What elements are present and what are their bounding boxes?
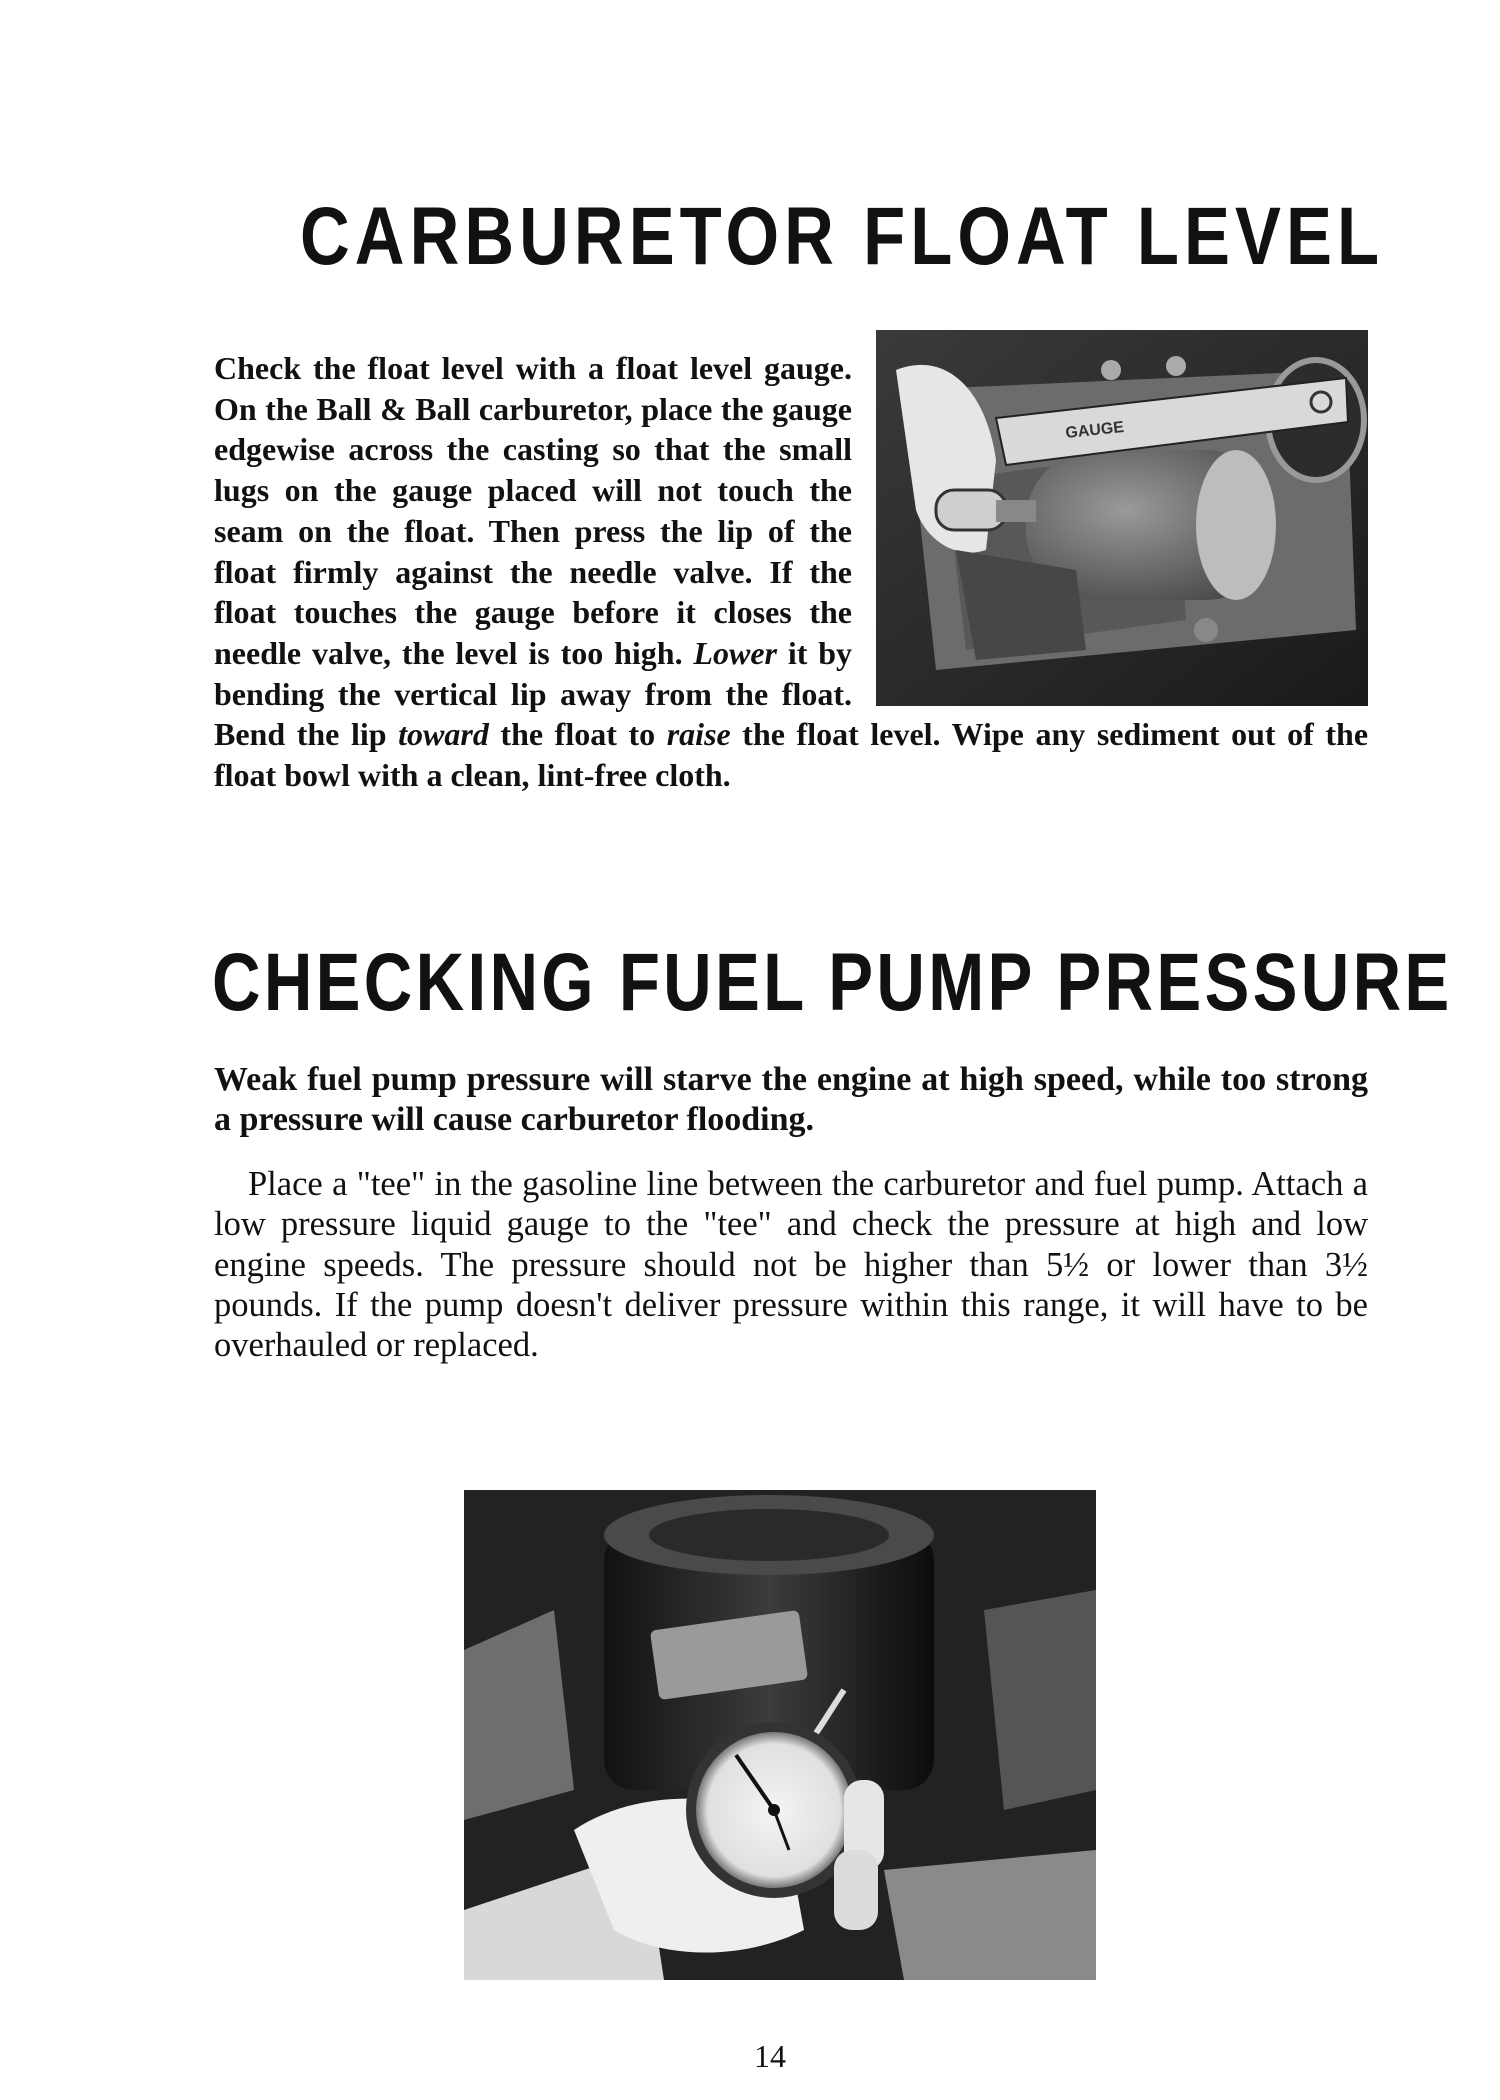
float-level-paragraph: GAUGE Check the float level with a float level gauge. On the Ball & Ball carburetor, place the gauge edgewise across the casting so that the small lugs on the gauge placed will not touch the seam on the float. Then press the lip of the float firmly against the needle valve. If the float touches the gauge before it closes the needle valve, the level is too high. Lower it by bending the vertical lip away from the float. Bend the lip toward the float to raise the float level. Wipe any sediment out of the float bowl with a clean, lint-free cloth. xyxy=(214,348,1368,796)
section-heading-fuel-pump-pressure: CHECKING FUEL PUMP PRESSURE xyxy=(212,937,1453,1028)
section-heading-carburetor-float-level: CARBURETOR FLOAT LEVEL xyxy=(300,191,1385,282)
gauge-label: GAUGE xyxy=(1064,418,1125,442)
fuel-pump-lead-paragraph: Weak fuel pump pressure will starve the engine at high speed, while too strong a pressure will cause carburetor flooding. xyxy=(214,1061,1368,1138)
float-gauge-photo xyxy=(876,330,1368,706)
page-number: 14 xyxy=(754,2038,786,2074)
pressure-gauge-photo xyxy=(464,1490,1096,1980)
fuel-pump-body-paragraph: Place a "tee" in the gasoline line between the carburetor and fuel pump. Attach a low pressure liquid gauge to the "tee" and check the pressure at high and low engine speeds. The pressure should not be higher than 5½ or lower than 3½ pounds. If the pump doesn't deliver pressure within this range, it will have to be overhauled or replaced. xyxy=(214,1165,1368,1365)
